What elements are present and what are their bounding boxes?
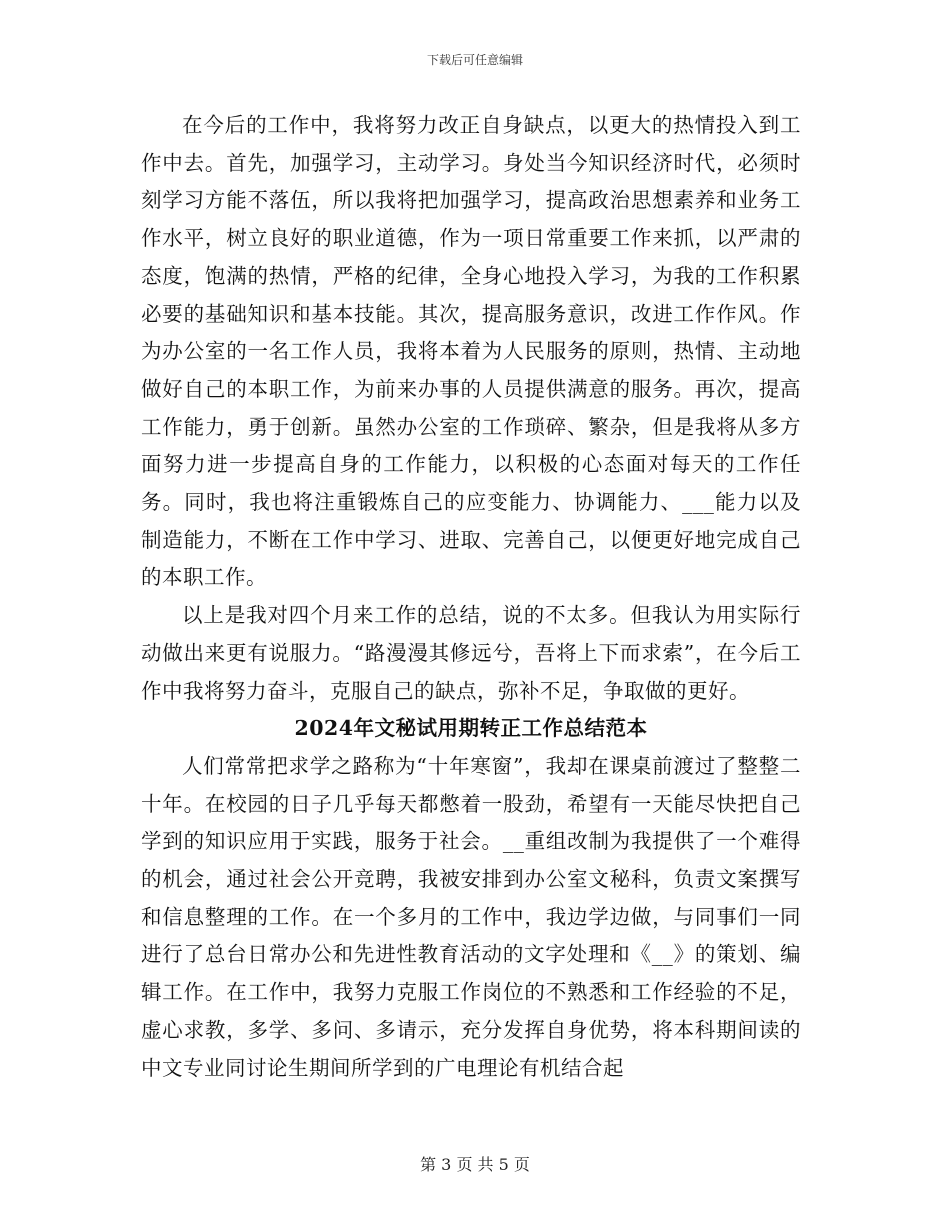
paragraph-summary-conclusion: 以上是我对四个月来工作的总结，说的不太多。但我认为用实际行动做出来更有说服力。“路漫漫其修远兮，吾将上下而求索”，在今后工作中我将努力奋斗，克服自己的缺点，弥补不足，争取做的更好。 bbox=[141, 603, 801, 703]
page-number-footer: 第 3 页 共 5 页 bbox=[420, 1155, 530, 1174]
page-header: 下载后可任意编辑 bbox=[426, 53, 523, 67]
document-body bbox=[141, 107, 801, 1087]
paragraph-secretary-intro: 人们常常把求学之路称为“十年寒窗”，我却在课桌前渡过了整整二十年。在校园的日子几乎每天都憋着一股劲，希望有一天能尽快把自己学到的知识应用于实践，服务于社会。__重组改制为我提供了一个难得的机会，通过社会公开竞聘，我被安排到办公室文秘科，负责文案撰写和信息整理的工作。在一个多月的工作中，我边学边做，与同事们一同进行了总台日常办公和先进性教育活动的文字处理和《__》的策划、编辑工作。在工作中，我努力克服工作岗位的不熟悉和工作经验的不足，虚心求教，多学、多问、多请示，充分发挥自身优势，将本科期间读的中文专业同讨论生期间所学到的广电理论有机结合起 bbox=[141, 753, 801, 1080]
paragraph-work-improvement: 在今后的工作中，我将努力改正自身缺点，以更大的热情投入到工作中去。首先，加强学习，主动学习。身处当今知识经济时代，必须时刻学习方能不落伍，所以我将把加强学习，提高政治思想素养和业务工作水平，树立良好的职业道德，作为一项日常重要工作来抓，以严肃的态度，饱满的热情，严格的纪律，全身心地投入学习，为我的工作积累必要的基础知识和基本技能。其次，提高服务意识，改进工作作风。作为办公室的一名工作人员，我将本着为人民服务的原则，热情、主动地做好自己的本职工作，为前来办事的人员提供满意的服务。再次，提高工作能力，勇于创新。虽然办公室的工作琐碎、繁杂，但是我将从多方面努力进一步提高自身的工作能力，以积极的心态面对每天的工作任务。同时，我也将注重锻炼自己的应变能力、协调能力、___能力以及制造能力，不断在工作中学习、进取、完善自己，以便更好地完成自己的本职工作。 bbox=[141, 113, 801, 590]
section-title: 2024年文秘试用期转正工作总结范本 bbox=[294, 716, 648, 741]
